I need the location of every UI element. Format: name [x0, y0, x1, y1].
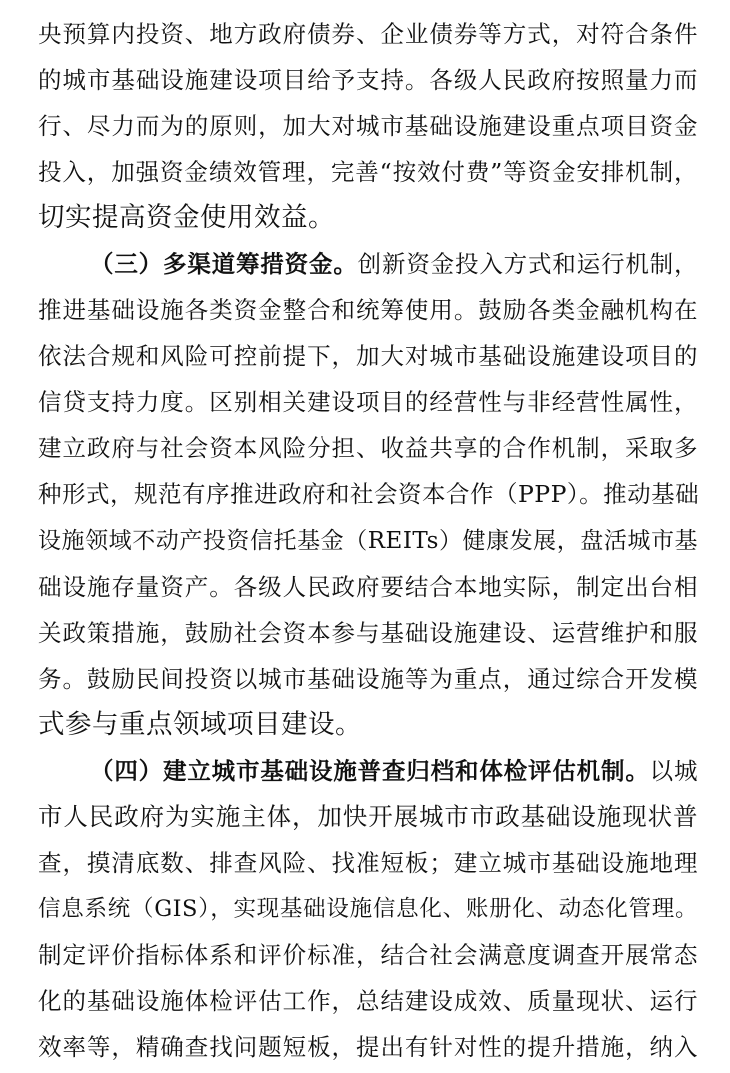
text-line: 设施领域不动产投资信托基金（REITs）健康发展，盘活城市基	[38, 528, 698, 554]
text-line: 创新资金投入方式和运行机制，	[357, 250, 699, 278]
text-line: 化的基础设施体检评估工作，总结建设成效、质量现状、运行	[38, 987, 698, 1015]
text-line: 查，摸清底数、排查风险、找准短板；建立城市基础设施地理	[38, 849, 698, 877]
section-three-paragraph-start	[90, 244, 698, 284]
section-three-heading: （三）多渠道筹措资金。	[90, 250, 358, 278]
text-line: 信息系统（GIS），实现基础设施信息化、账册化、动态化管理。	[38, 896, 698, 922]
text-line: 建立政府与社会资本风险分担、收益共享的合作机制，采取多	[38, 434, 698, 462]
text-line: 依法合规和风险可控前提下，加大对城市基础设施建设项目的	[38, 342, 698, 370]
text-line: 种形式，规范有序推进政府和社会资本合作（PPP）。推动基础	[38, 480, 700, 508]
text-line: 式参与重点领域项目建设。	[38, 709, 362, 740]
section-four-heading: （四）建立城市基础设施普查归档和体检评估机制。	[90, 757, 650, 785]
text-line: 市人民政府为实施主体，加快开展城市市政基础设施现状普	[38, 802, 698, 831]
text-line: 切实提高资金使用效益。	[38, 202, 335, 233]
text-line: 关政策措施，鼓励社会资本参与基础设施建设、运营维护和服	[38, 619, 698, 647]
section-four-paragraph-start	[90, 751, 698, 791]
text-line: 务。鼓励民间投资以城市基础设施等为重点，通过综合开发模	[38, 665, 698, 693]
text-line: 础设施存量资产。各级人民政府要结合本地实际，制定出台相	[38, 573, 698, 601]
text-line: 行、尽力而为的原则，加大对城市基础设施建设重点项目资金	[38, 112, 698, 140]
text-line: 的城市基础设施建设项目给予支持。各级人民政府按照量力而	[38, 66, 698, 94]
text-line: 央预算内投资、地方政府债券、企业债券等方式，对符合条件	[38, 20, 698, 48]
text-line: 以城	[649, 757, 699, 785]
text-line: 制定评价指标体系和评价标准，结合社会满意度调查开展常态	[38, 941, 698, 969]
text-line: 效率等，精确查找问题短板，提出有针对性的提升措施，纳入	[38, 1033, 698, 1061]
text-line: 推进基础设施各类资金整合和统筹使用。鼓励各类金融机构在	[38, 296, 698, 324]
text-line: 投入，加强资金绩效管理，完善“按效付费”等资金安排机制，	[38, 158, 698, 186]
text-line: 信贷支持力度。区别相关建设项目的经营性与非经营性属性，	[38, 388, 698, 416]
